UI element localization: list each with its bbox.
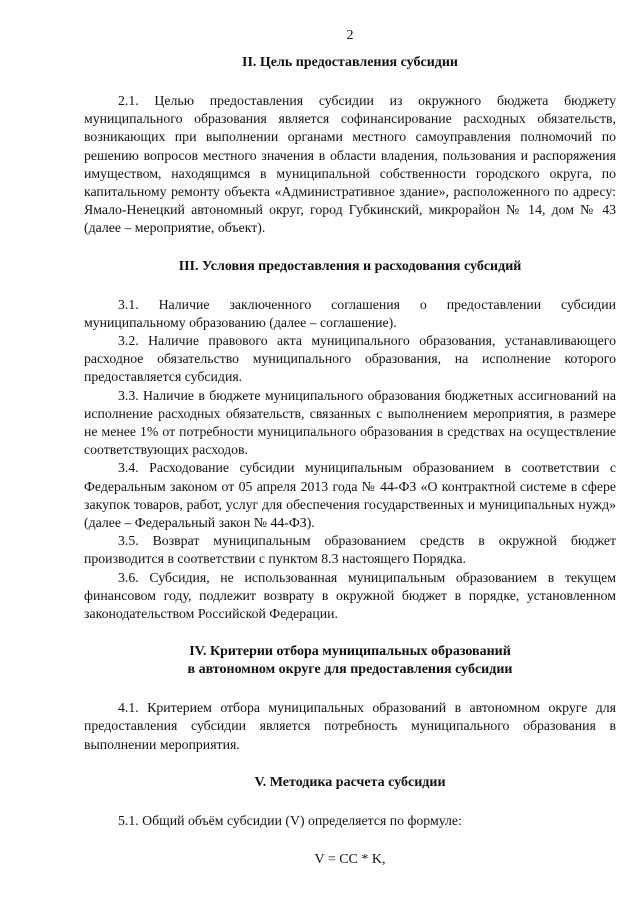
paragraph-3-1: 3.1. Наличие заключенного соглашения о предоставлении субсидии муниципальному образованию (далее – соглашение). [84, 296, 616, 330]
paragraph-3-6: 3.6. Субсидия, не использованная муниципальным образованием в текущем финансовом году, подлежит возврату в окружной бюджет в порядке, установленном законодательством Российской Федерации. [84, 569, 616, 622]
section-2-heading: II. Цель предоставления субсидии [242, 55, 458, 70]
paragraph-3-3: 3.3. Наличие в бюджете муниципального образования бюджетных ассигнований на исполнение расходных обязательств, связанных с выполнением мероприятия, в размере не менее 1% от потребности муниципального образования в средствах на осуществление соответствующих расходов. [84, 387, 616, 458]
section-4-heading-line-1: IV. Критерии отбора муниципальных образований [189, 644, 511, 660]
section-5-heading: V. Методика расчета субсидии [254, 774, 446, 790]
paragraph-3-5: 3.5. Возврат муниципальным образованием средств в окружной бюджет производится в соответствии с пунктом 8.3 настоящего Порядка. [84, 533, 616, 567]
paragraph-5-1: 5.1. Общий объём субсидии (V) определяется по формуле: [118, 812, 462, 828]
paragraph-4-1: 4.1. Критерием отбора муниципальных образований в автономном округе для предоставления субсидии является потребность муниципального образования в выполнении мероприятия. [84, 700, 616, 752]
paragraph-3-2: 3.2. Наличие правового акта муниципального образования, устанавливающего расходное обязательство муниципального образования, на исполнение которого предоставляется субсидия. [84, 333, 616, 385]
page-number: 2 [346, 28, 354, 43]
paragraph-2-1: 2.1. Целью предоставления субсидии из окружного бюджета бюджету муниципального образования является софинансирование расходных обязательств, возникающих при выполнении органами местного самоуправления полномочий по решению вопросов местного значения в области владения, пользования и распоряжения имуществом, находящимся в муниципальной собственности городского округа, по капитальному ремонту объекта «Административное здание», расположенного по адресу: Ямало-Ненецкий автономный округ, город Губкинский, микрорайон № 14, дом № 43 (далее – мероприятие, объект). [84, 93, 616, 236]
section-4-heading [84, 643, 616, 679]
section-3-heading: III. Условия предоставления и расходования субсидий [178, 258, 522, 274]
section-4-heading-line-2: в автономном округе для предоставления субсидии [187, 662, 513, 678]
formula: V = CC * K, [314, 852, 386, 868]
paragraph-3-4: 3.4. Расходование субсидии муниципальным образованием в соответствии с Федеральным законом от 05 апреля 2013 года № 44-ФЗ «О контрактной системе в сфере закупок товаров, работ, услуг для обеспечения государственных и муниципальных нужд» (далее – Федеральный закон № 44-ФЗ). [84, 460, 616, 531]
document-page [84, 28, 616, 868]
